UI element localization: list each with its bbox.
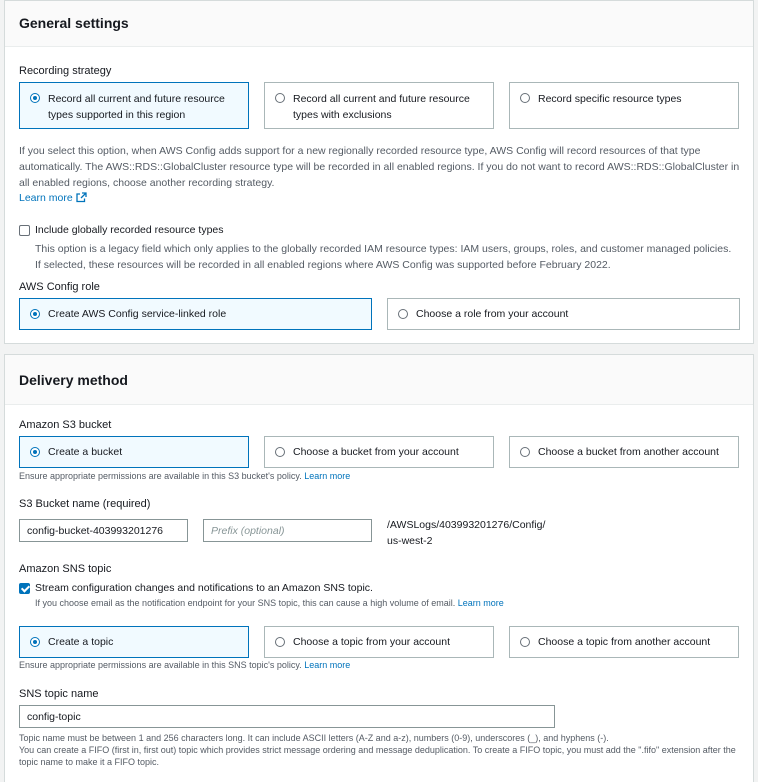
s3-bucket-label: Amazon S3 bucket: [19, 419, 112, 431]
recording-option-with-exclusions[interactable]: [264, 82, 494, 129]
sns-option-label: Choose a topic from your account: [293, 636, 450, 648]
s3-learn-more-link[interactable]: Learn more: [304, 471, 351, 481]
topic-name-hint: [19, 732, 741, 768]
role-option-label: Create AWS Config service-linked role: [48, 308, 227, 320]
s3-option-create[interactable]: [19, 436, 249, 468]
topic-name-hint-1: Topic name must be between 1 and 256 characters long. It can include ASCII letters (A-Z and a-z), numbers (0-9), underscores (_), and hyphens (-).: [19, 733, 609, 743]
sns-stream-hint-text: If you choose email as the notification endpoint for your SNS topic, this can cause a high volume of email.: [35, 598, 456, 608]
sns-stream-learn-more-link[interactable]: Learn more: [457, 598, 504, 608]
sns-learn-more-link[interactable]: Learn more: [304, 660, 351, 670]
sns-option-from-account[interactable]: [264, 626, 494, 658]
delivery-method-panel: [4, 354, 754, 782]
topic-name-hint-2: You can create a FIFO (first in, first out) topic which provides strict message ordering and message deduplication. To create a FIFO topic, you must add the ".fifo" extension after the topic name to make it a FIFO topic.: [19, 745, 736, 767]
role-option-label: Choose a role from your account: [416, 308, 569, 320]
recording-option-label: Record all current and future resource types with exclusions: [293, 93, 470, 121]
delivery-method-header: [5, 355, 753, 405]
recording-option-label: Record all current and future resource types supported in this region: [48, 93, 225, 121]
include-global-checkbox[interactable]: [19, 225, 30, 236]
radio-unselected[interactable]: [275, 93, 285, 103]
sns-option-label: Choose a topic from another account: [538, 636, 711, 648]
external-link-icon: [76, 192, 87, 203]
general-settings-header: [5, 1, 753, 47]
role-option-from-account[interactable]: [387, 298, 740, 330]
sns-stream-checkbox[interactable]: [19, 583, 30, 594]
s3-option-label: Create a bucket: [48, 446, 123, 458]
radio-unselected[interactable]: [520, 447, 530, 457]
sns-topic-label: Amazon SNS topic: [19, 563, 112, 575]
bucket-name-input[interactable]: [19, 519, 188, 542]
bucket-path-line1: /AWSLogs/403993201276/Config/: [387, 519, 546, 531]
role-option-service-linked[interactable]: [19, 298, 372, 330]
radio-unselected[interactable]: [275, 637, 285, 647]
radio-unselected[interactable]: [520, 637, 530, 647]
s3-hint: [19, 471, 350, 481]
sns-option-create[interactable]: [19, 626, 249, 658]
learn-more-link[interactable]: [19, 192, 87, 204]
bucket-name-label: S3 Bucket name (required): [19, 498, 151, 510]
radio-unselected[interactable]: [398, 309, 408, 319]
s3-option-label: Choose a bucket from your account: [293, 446, 459, 458]
radio-selected[interactable]: [30, 447, 40, 457]
sns-stream-label: Stream configuration changes and notifications to an Amazon SNS topic.: [35, 582, 373, 594]
sns-option-another-account[interactable]: [509, 626, 739, 658]
recording-strategy-label: Recording strategy: [19, 65, 112, 77]
bucket-prefix-input[interactable]: [203, 519, 372, 542]
s3-hint-text: Ensure appropriate permissions are available in this S3 bucket's policy.: [19, 471, 302, 481]
recording-strategy-description: If you select this option, when AWS Config adds support for a new regionally recorded resource type, AWS Config will record resources of that type automatically. The AWS::RDS::GlobalCluster resource type will be recorded in all enabled regions. If you do not want to record AWS::RDS::GlobalCluster in all enabled regions, choose another recording strategy.: [19, 145, 740, 189]
sns-hint-text: Ensure appropriate permissions are available in this SNS topic's policy.: [19, 660, 302, 670]
recording-option-specific-types[interactable]: [509, 82, 739, 129]
radio-selected[interactable]: [30, 637, 40, 647]
s3-option-another-account[interactable]: [509, 436, 739, 468]
topic-name-label: SNS topic name: [19, 688, 99, 700]
include-global-description: This option is a legacy field which only applies to the globally recorded IAM resource types: IAM users, groups, roles, and customer managed policies. If selected, these resources will be recorded in all enabled regions where AWS Config was supported before February 2022.: [35, 243, 732, 271]
learn-more-text: Learn more: [19, 192, 73, 204]
bucket-path-line2: us-west-2: [387, 535, 433, 547]
s3-option-label: Choose a bucket from another account: [538, 446, 719, 458]
sns-option-label: Create a topic: [48, 636, 114, 648]
recording-option-label: Record specific resource types: [538, 93, 682, 105]
bucket-path: [387, 517, 545, 549]
include-global-label: Include globally recorded resource types: [35, 224, 224, 236]
delivery-method-title: Delivery method: [19, 372, 128, 388]
sns-stream-hint: [35, 598, 504, 608]
sns-hint: [19, 660, 350, 670]
config-role-label: AWS Config role: [19, 281, 100, 293]
general-settings-panel: [4, 0, 754, 344]
s3-option-from-account[interactable]: [264, 436, 494, 468]
radio-unselected[interactable]: [520, 93, 530, 103]
topic-name-input[interactable]: [19, 705, 555, 728]
radio-selected[interactable]: [30, 93, 40, 103]
radio-selected[interactable]: [30, 309, 40, 319]
radio-unselected[interactable]: [275, 447, 285, 457]
recording-option-all-supported[interactable]: [19, 82, 249, 129]
general-settings-title: General settings: [19, 15, 129, 31]
